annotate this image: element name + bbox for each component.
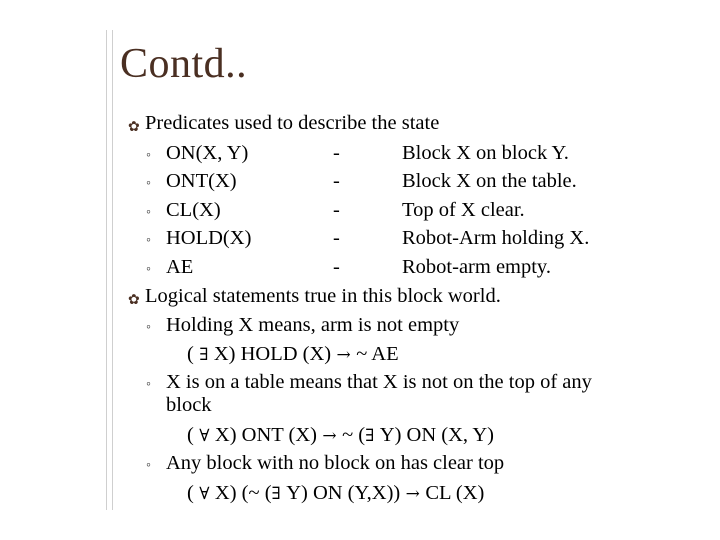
bullet-icon: ✿ [128,120,140,135]
predicate-name: CL(X) [166,199,221,221]
exists-symbol: ∃ [193,345,214,365]
sub-bullet-icon: ◦ [146,176,151,191]
predicate-meaning: Top of X clear. [402,199,525,221]
sub-bullet-icon: ◦ [146,458,151,473]
sub-bullet-icon: ◦ [146,377,151,392]
sub-bullet-icon: ◦ [146,320,151,335]
sub-bullet-icon: ◦ [146,205,151,220]
predicate-name: ONT(X) [166,170,237,192]
formula: ( ∃ X) HOLD (X) → ~ AE [187,343,399,365]
sub-bullet-icon: ◦ [146,148,151,163]
forall-symbol: ∀ [193,484,215,504]
statement-text-continued: block [166,394,212,416]
decorative-line-right [112,30,113,510]
predicate-name: HOLD(X) [166,227,252,249]
formula: ( ∀ X) ONT (X) → ~ (∃ Y) ON (X, Y) [187,424,495,446]
decorative-line-left [106,30,107,510]
exists-symbol: ∃ [365,426,380,446]
bullet-text: Predicates used to describe the state [145,112,440,134]
predicate-dash: - [333,199,340,221]
predicate-dash: - [333,227,340,249]
predicate-meaning: Robot-arm empty. [402,256,551,278]
predicate-dash: - [333,170,340,192]
predicate-dash: - [333,256,340,278]
predicate-meaning: Robot-Arm holding X. [402,227,590,249]
sub-bullet-icon: ◦ [146,262,151,277]
sub-bullet-icon: ◦ [146,233,151,248]
exists-symbol: ∃ [271,484,287,504]
implies-arrow-icon: → [317,426,343,446]
bullet-text: Logical statements true in this block world. [145,285,501,307]
bullet-icon: ✿ [128,293,140,308]
forall-symbol: ∀ [193,426,215,446]
implies-arrow-icon: → [400,484,426,504]
implies-arrow-icon: → [331,345,357,365]
predicate-meaning: Block X on block Y. [402,142,569,164]
formula: ( ∀ X) (~ (∃ Y) ON (Y,X)) → CL (X) [187,482,485,504]
predicate-name: ON(X, Y) [166,142,249,164]
predicate-dash: - [333,142,340,164]
predicate-meaning: Block X on the table. [402,170,577,192]
statement-text: Holding X means, arm is not empty [166,314,460,336]
statement-text: X is on a table means that X is not on the top of any [166,371,592,393]
predicate-name: AE [166,256,194,278]
slide-title: Contd.. [120,41,248,87]
statement-text: Any block with no block on has clear top [166,452,505,474]
